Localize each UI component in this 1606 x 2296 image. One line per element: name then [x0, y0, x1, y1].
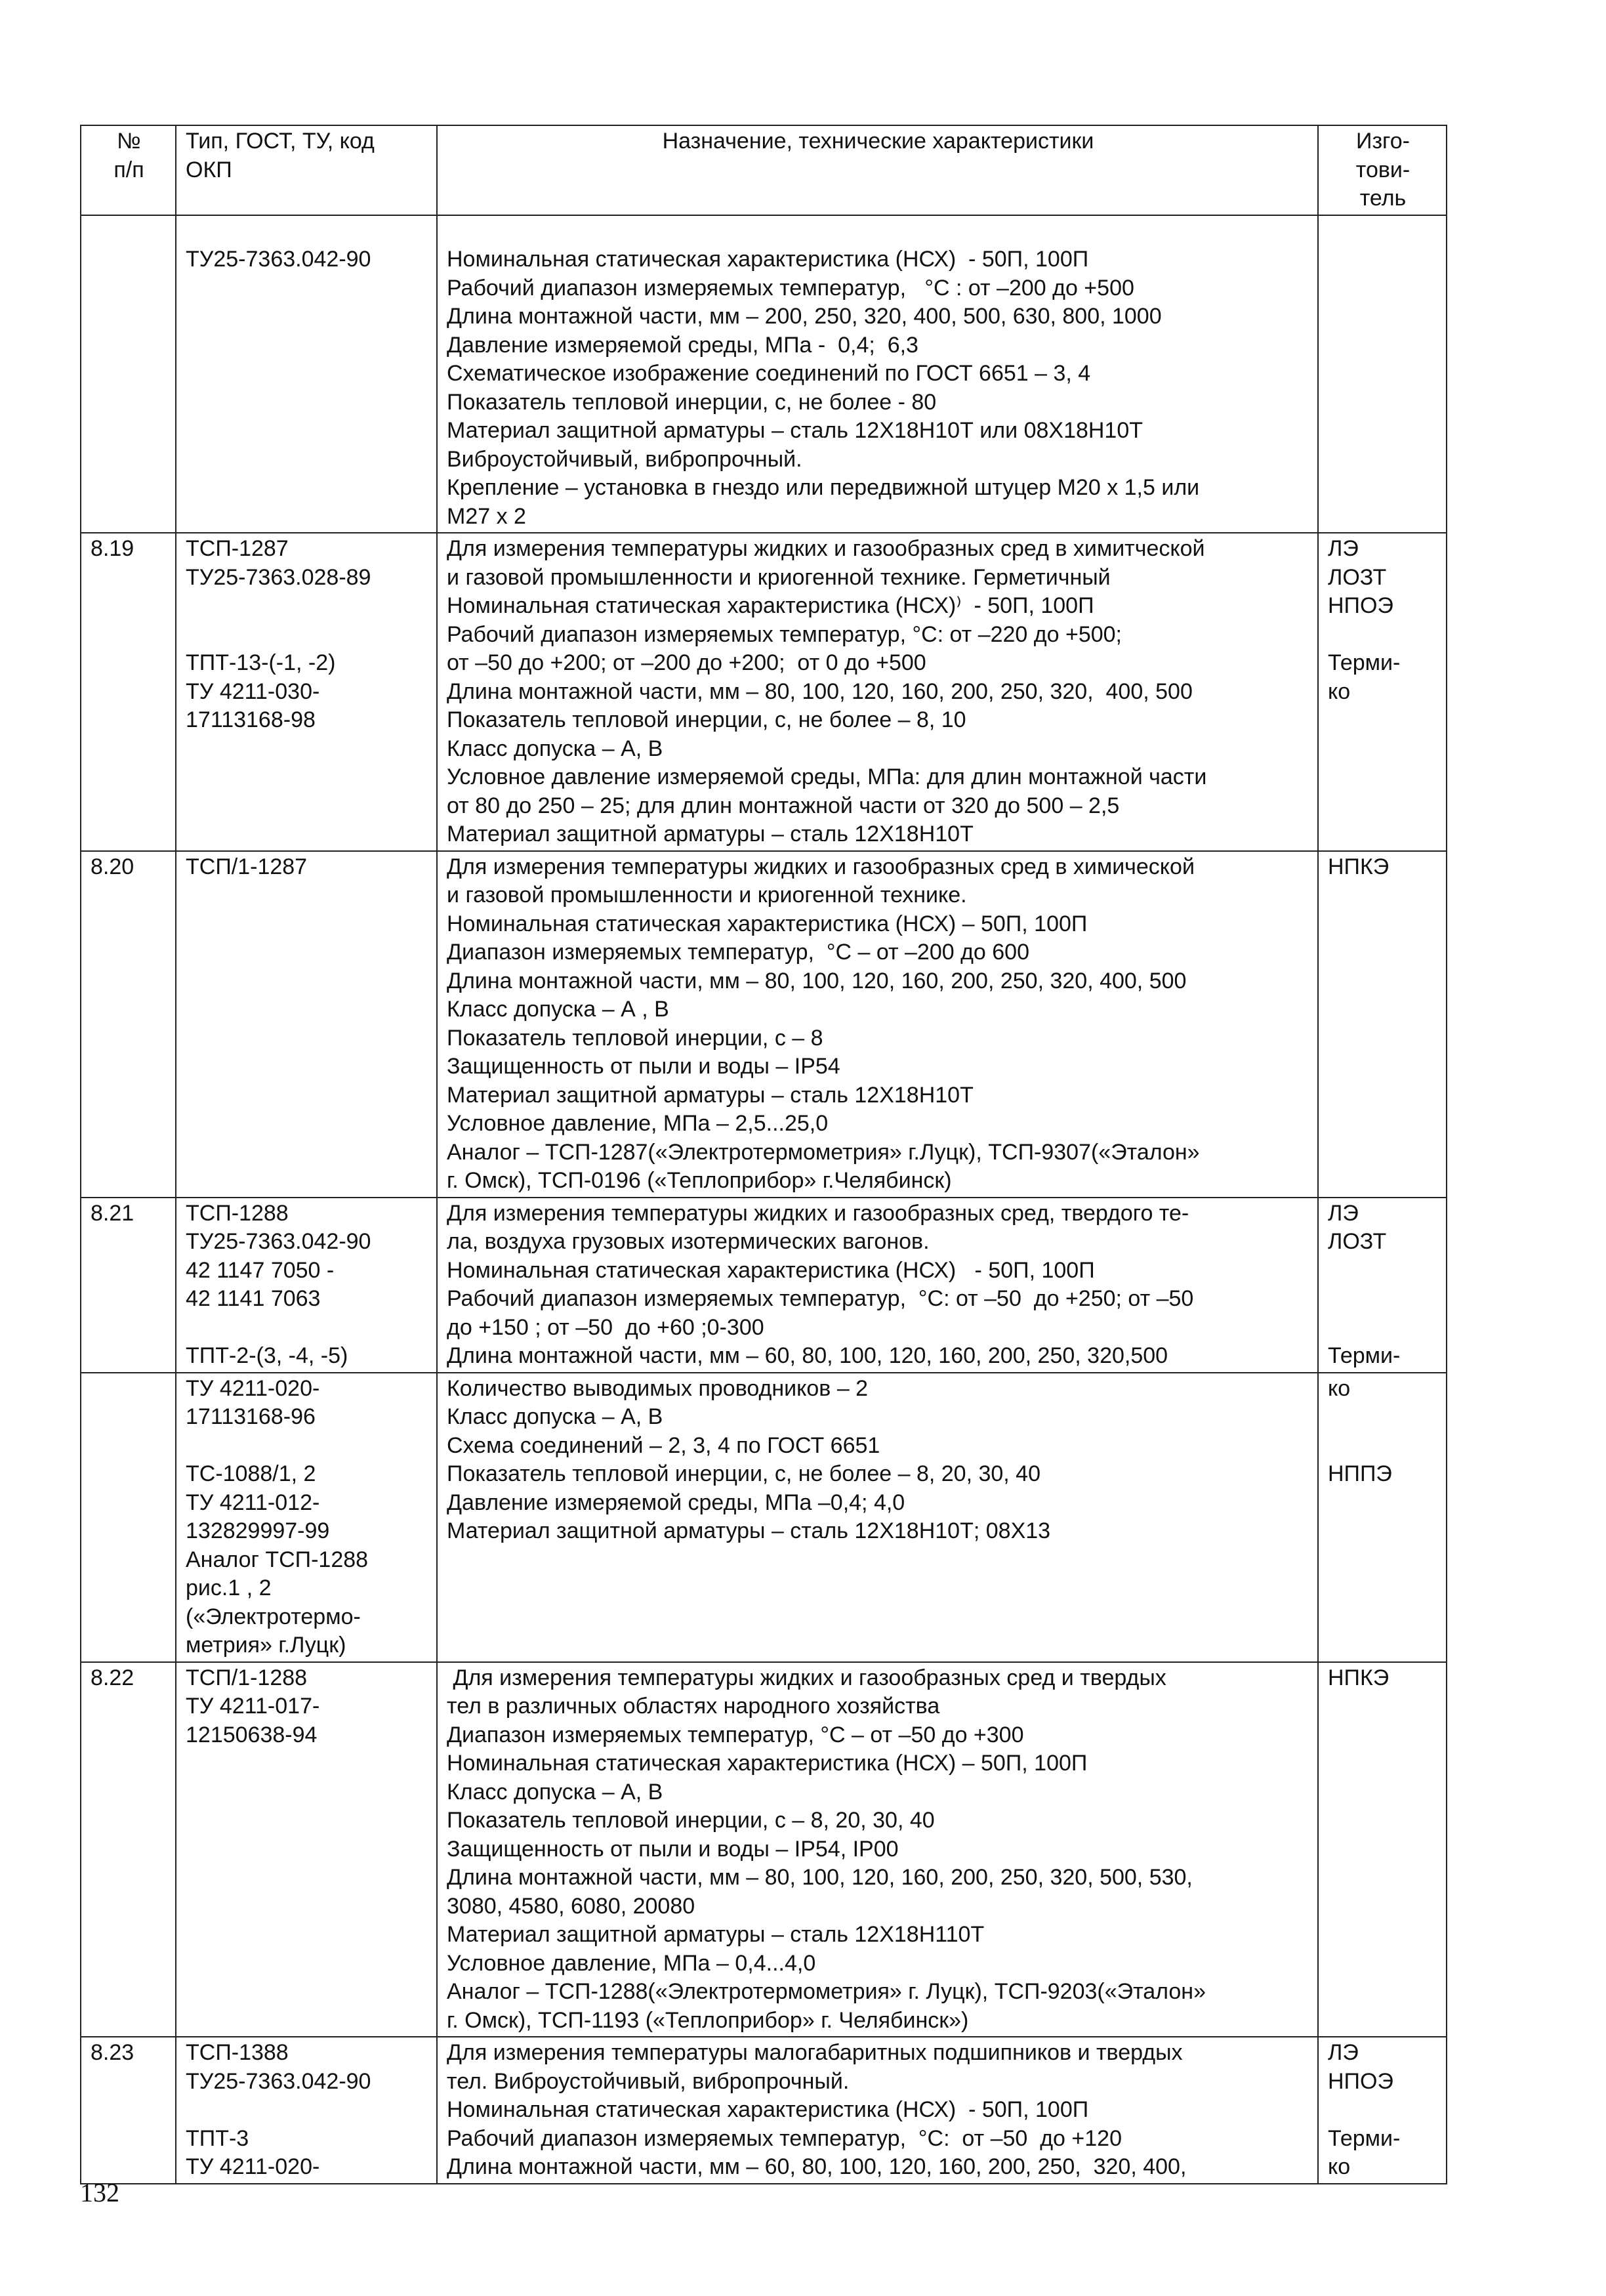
type-cell: [176, 533, 437, 851]
type-line: ТУ25-7363.042-90: [186, 1229, 371, 1254]
type-line: ТУ 4211-020-: [186, 2154, 320, 2179]
maker-line: НПОЭ: [1328, 593, 1393, 618]
type-cell: [176, 1662, 437, 2037]
row-number-cell: [81, 1198, 176, 1373]
spec-line: Номинальная статическая характеристика (НСХ)⁾ - 50П, 100П: [447, 593, 1094, 618]
spec-line: Схематическое изображение соединений по ГОСТ 6651 – 3, 4: [447, 361, 1091, 386]
maker-line: Терми-: [1328, 2125, 1401, 2151]
maker-line: НПКЭ: [1328, 1665, 1390, 1690]
spec-line: г. Омск), ТСП-1193 («Теплоприбор» г. Челябинск»): [447, 2007, 969, 2033]
spec-line: Материал защитной арматуры – сталь 12Х18Н10Т: [447, 1082, 974, 1108]
maker-line: ЛЭ: [1328, 536, 1359, 561]
row-number-cell: [81, 1662, 176, 2037]
spec-cell: [437, 2037, 1318, 2184]
maker-cell: [1318, 2037, 1447, 2184]
maker-line: ЛОЗТ: [1328, 1229, 1387, 1254]
row-number-cell: [81, 851, 176, 1198]
type-line: [186, 621, 428, 650]
spec-line: Материал защитной арматуры – сталь 12Х18Н10Т; 08Х13: [447, 1518, 1051, 1543]
spec-line: и газовой промышленности и криогенной технике. Герметичный: [447, 564, 1111, 590]
spec-line: Диапазон измеряемых температур, °С – от –200 до 600: [447, 940, 1030, 965]
spec-line: Материал защитной арматуры – сталь 12Х18Н110Т: [447, 1922, 985, 1947]
maker-line: [1328, 1257, 1438, 1285]
spec-line: Для измерения температуры жидких и газообразных сред в химитческой: [447, 536, 1205, 561]
type-cell: [176, 1198, 437, 1373]
spec-line: Класс допуска – А , В: [447, 997, 669, 1022]
spec-line: Для измерения температуры жидких и газообразных сред в химической: [447, 854, 1195, 879]
spec-line: Показатель тепловой инерции, с – 8: [447, 1025, 823, 1051]
table-row: [81, 2037, 1447, 2184]
type-line: метрия» г.Луцк): [186, 1633, 346, 1658]
spec-line: Показатель тепловой инерции, с – 8, 20, 30, 40: [447, 1808, 935, 1833]
maker-line: ко: [1328, 678, 1351, 704]
type-line: [186, 592, 428, 621]
table-row: [81, 851, 1447, 1198]
spec-line: Номинальная статическая характеристика (НСХ) - 50П, 100П: [447, 2097, 1089, 2122]
spec-line: Условное давление, МПа – 0,4...4,0: [447, 1950, 816, 1976]
spec-line: Количество выводимых проводников – 2: [447, 1375, 869, 1401]
spec-line: [447, 217, 1309, 246]
type-line: ТС-1088/1, 2: [186, 1461, 316, 1486]
table-row: [81, 215, 1447, 533]
spec-line: Номинальная статическая характеристика (НСХ) - 50П, 100П: [447, 1257, 1095, 1283]
spec-line: Для измерения температуры жидких и газообразных сред, твердого те-: [447, 1200, 1189, 1226]
spec-cell: [437, 215, 1318, 533]
spec-line: Длина монтажной части, мм – 80, 100, 120, 160, 200, 250, 320, 400, 500: [447, 968, 1187, 993]
header-text: Изго-: [1356, 129, 1410, 154]
maker-line: НПОЭ: [1328, 2068, 1393, 2094]
spec-line: Аналог – ТСП-1288(«Электротермометрия» г. Луцк), ТСП-9203(«Эталон»: [447, 1979, 1206, 2004]
spec-line: от 80 до 250 – 25; для длин монтажной части от 320 до 500 – 2,5: [447, 793, 1120, 818]
type-line: ТУ25-7363.042-90: [186, 247, 371, 272]
header-maker: [1318, 125, 1447, 215]
maker-cell: [1318, 1198, 1447, 1373]
header-text: п/п: [113, 157, 144, 182]
row-number: 8.23: [91, 2040, 134, 2065]
type-line: 17113168-96: [186, 1404, 316, 1429]
spec-line: Показатель тепловой инерции, с, не более – 8, 20, 30, 40: [447, 1461, 1040, 1486]
spec-cell: [437, 851, 1318, 1198]
spec-line: от –50 до +200; от –200 до +200; от 0 до +500: [447, 650, 926, 675]
spec-line: Класс допуска – А, В: [447, 1779, 663, 1805]
header-text: Назначение, технические характеристики: [662, 129, 1094, 154]
spec-line: Диапазон измеряемых температур, °С – от –50 до +300: [447, 1722, 1024, 1747]
row-number: 8.19: [91, 536, 134, 561]
row-number: 8.20: [91, 854, 134, 879]
row-number-cell: [81, 1373, 176, 1662]
type-line: ТСП-1288: [186, 1200, 289, 1226]
type-cell: [176, 851, 437, 1198]
spec-line: Условное давление, МПа – 2,5...25,0: [447, 1111, 829, 1136]
spec-line: Класс допуска – А, В: [447, 1404, 663, 1429]
maker-line: НППЭ: [1328, 1461, 1392, 1486]
type-line: [186, 1314, 428, 1343]
spec-line: Защищенность от пыли и воды – IP54: [447, 1054, 840, 1079]
table-row: [81, 1373, 1447, 1662]
spec-line: Давление измеряемой среды, МПа –0,4; 4,0: [447, 1490, 905, 1515]
type-line: ТУ25-7363.042-90: [186, 2068, 371, 2094]
type-line: ТУ 4211-012-: [186, 1490, 320, 1515]
spec-line: Номинальная статическая характеристика (НСХ) – 50П, 100П: [447, 1751, 1088, 1776]
type-line: ТУ 4211-030-: [186, 678, 320, 704]
spec-line: ла, воздуха грузовых изотермических вагонов.: [447, 1229, 930, 1254]
row-number: 8.22: [91, 1665, 134, 1690]
type-line: ТУ 4211-017-: [186, 1694, 320, 1719]
spec-line: Длина монтажной части, мм – 80, 100, 120, 160, 200, 250, 320, 500, 530,: [447, 1865, 1193, 1890]
page-number: 132: [80, 2178, 119, 2207]
maker-cell: [1318, 1662, 1447, 2037]
type-line: [186, 217, 428, 246]
maker-cell: [1318, 215, 1447, 533]
maker-line: НПКЭ: [1328, 854, 1390, 879]
type-cell: [176, 2037, 437, 2184]
type-line: ТПТ-13-(-1, -2): [186, 650, 336, 675]
type-line: [186, 2096, 428, 2125]
spec-line: тел в различных областях народного хозяйства: [447, 1694, 940, 1719]
maker-line: Терми-: [1328, 650, 1401, 675]
spec-line: Длина монтажной части, мм – 60, 80, 100, 120, 160, 200, 250, 320,500: [447, 1343, 1168, 1368]
spec-line: Материал защитной арматуры – сталь 12Х18Н10Т: [447, 822, 974, 846]
spec-table-container: [80, 125, 1446, 2184]
spec-line: Показатель тепловой инерции, с, не более - 80: [447, 389, 937, 415]
spec-cell: [437, 1198, 1318, 1373]
row-number-cell: [81, 533, 176, 851]
maker-line: [1328, 1285, 1438, 1314]
spec-line: Защищенность от пыли и воды – IP54, IP00: [447, 1836, 899, 1862]
maker-line: ко: [1328, 1375, 1351, 1401]
type-line: 42 1147 7050 -: [186, 1257, 335, 1283]
spec-line: 3080, 4580, 6080, 20080: [447, 1893, 695, 1919]
spec-line: Материал защитной арматуры – сталь 12Х18Н10Т или 08Х18Н10Т: [447, 418, 1143, 443]
type-line: рис.1 , 2: [186, 1576, 272, 1600]
spec-line: Аналог – ТСП-1287(«Электротермометрия» г.Луцк), ТСП-9307(«Эталон»: [447, 1139, 1200, 1165]
spec-cell: [437, 1373, 1318, 1662]
header-text: тови-: [1355, 157, 1410, 182]
spec-line: Длина монтажной части, мм – 80, 100, 120, 160, 200, 250, 320, 400, 500: [447, 678, 1193, 704]
maker-line: ЛОЗТ: [1328, 564, 1387, 590]
row-number-cell: [81, 2037, 176, 2184]
maker-cell: [1318, 1373, 1447, 1662]
type-line: («Электротермо-: [186, 1604, 361, 1629]
maker-line: ЛЭ: [1328, 2040, 1359, 2065]
maker-cell: [1318, 533, 1447, 851]
type-line: 17113168-98: [186, 707, 316, 732]
header-type: [176, 125, 437, 215]
type-line: ТСП/1-1287: [186, 854, 308, 879]
spec-line: Рабочий диапазон измеряемых температур, °С: от –220 до +500;: [447, 621, 1122, 647]
maker-line: ко: [1328, 2154, 1351, 2179]
type-line: ТПТ-2-(3, -4, -5): [186, 1343, 348, 1368]
type-line: ТУ 4211-020-: [186, 1375, 320, 1401]
maker-line: [1328, 1403, 1438, 1432]
type-line: Аналог ТСП-1288: [186, 1547, 369, 1572]
maker-line: [1328, 621, 1438, 650]
spec-line: Условное давление измеряемой среды, МПа: для длин монтажной части: [447, 764, 1207, 789]
type-line: ТСП-1287: [186, 536, 289, 561]
maker-cell: [1318, 851, 1447, 1198]
header-text: ОКП: [186, 157, 232, 182]
spec-line: Длина монтажной части, мм – 60, 80, 100, 120, 160, 200, 250, 320, 400,: [447, 2154, 1187, 2179]
spec-line: Для измерения температуры малогабаритных подшипников и твердых: [447, 2040, 1183, 2065]
spec-line: Схема соединений – 2, 3, 4 по ГОСТ 6651: [447, 1432, 880, 1458]
spec-line: Номинальная статическая характеристика (НСХ) – 50П, 100П: [447, 911, 1088, 936]
table-row: [81, 1198, 1447, 1373]
spec-line: г. Омск), ТСП-0196 («Теплоприбор» г.Челябинск): [447, 1168, 952, 1193]
spec-line: и газовой промышленности и криогенной технике.: [447, 883, 967, 908]
spec-line: Крепление – установка в гнездо или передвижной штуцер М20 х 1,5 или: [447, 475, 1200, 500]
type-cell: [176, 215, 437, 533]
type-line: ТСП-1388: [186, 2040, 289, 2065]
spec-line: Давление измеряемой среды, МПа - 0,4; 6,3: [447, 332, 918, 358]
spec-line: Виброустойчивый, вибропрочный.: [447, 446, 802, 472]
type-line: ТУ25-7363.028-89: [186, 564, 371, 590]
maker-line: [1328, 1314, 1438, 1343]
header-purpose: [437, 125, 1318, 215]
row-number: 8.21: [91, 1200, 134, 1226]
row-number-cell: [81, 215, 176, 533]
spec-line: до +150 ; от –50 до +60 ;0-300: [447, 1314, 764, 1340]
spec-table: [80, 125, 1447, 2184]
header-text: тель: [1359, 186, 1407, 211]
maker-line: [1328, 1432, 1438, 1461]
header-text: №: [117, 129, 141, 154]
type-cell: [176, 1373, 437, 1662]
type-line: ТПТ-3: [186, 2125, 249, 2151]
table-header-row: [81, 125, 1447, 215]
spec-cell: [437, 1662, 1318, 2037]
header-number: [81, 125, 176, 215]
type-line: ТСП/1-1288: [186, 1665, 308, 1690]
table-row: [81, 1662, 1447, 2037]
spec-line: Рабочий диапазон измеряемых температур, °С: от –50 до +120: [447, 2125, 1122, 2151]
spec-cell: [437, 533, 1318, 851]
maker-line: Терми-: [1328, 1343, 1401, 1368]
header-text: Тип, ГОСТ, ТУ, код: [186, 129, 375, 154]
table-row: [81, 533, 1447, 851]
maker-line: ЛЭ: [1328, 1200, 1359, 1226]
spec-line: Рабочий диапазон измеряемых температур, °С: от –50 до +250; от –50: [447, 1286, 1194, 1311]
type-line: 42 1141 7063: [186, 1286, 321, 1311]
type-line: 12150638-94: [186, 1722, 318, 1747]
table-body: [81, 215, 1447, 2184]
spec-line: М27 х 2: [447, 503, 526, 529]
spec-line: Для измерения температуры жидких и газообразных сред и твердых: [447, 1665, 1166, 1690]
spec-line: Номинальная статическая характеристика (НСХ) - 50П, 100П: [447, 247, 1089, 272]
spec-line: Длина монтажной части, мм – 200, 250, 320, 400, 500, 630, 800, 1000: [447, 304, 1162, 329]
type-line: [186, 1432, 428, 1461]
spec-line: Показатель тепловой инерции, с, не более – 8, 10: [447, 707, 966, 732]
type-line: 132829997-99: [186, 1518, 330, 1543]
maker-line: [1328, 2096, 1438, 2125]
spec-line: Класс допуска – А, В: [447, 736, 663, 761]
spec-line: тел. Виброустойчивый, вибропрочный.: [447, 2068, 850, 2094]
spec-line: Рабочий диапазон измеряемых температур, °С : от –200 до +500: [447, 275, 1134, 301]
